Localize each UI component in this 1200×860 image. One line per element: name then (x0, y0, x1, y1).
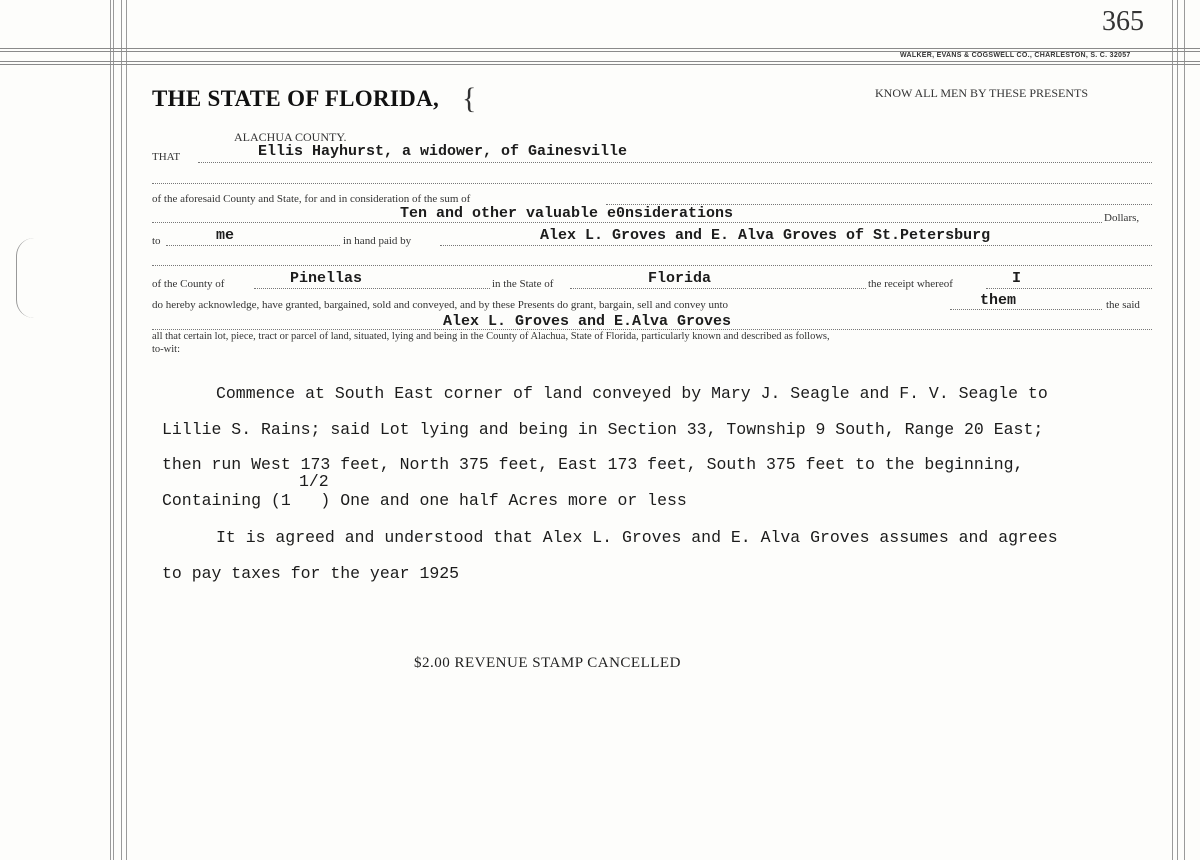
to-wit-text: to-wit: (152, 344, 180, 355)
description-line: Containing (1 ) One and one half Acres more or less (162, 491, 687, 510)
unto-value: them (980, 292, 1017, 309)
fill-line (986, 288, 1152, 289)
county-heading: ALACHUA COUNTY. (234, 130, 347, 144)
left-margin-line (121, 0, 122, 860)
the-said-label: the said (1106, 299, 1140, 311)
receipt-label: the receipt whereof (868, 278, 953, 290)
fill-line (198, 162, 1152, 163)
fill-line (152, 329, 1152, 330)
brace-mark: { (462, 82, 477, 115)
paid-by-label: in hand paid by (343, 235, 412, 247)
to-value: me (216, 227, 235, 244)
state-title: THE STATE OF FLORIDA, (152, 86, 440, 111)
right-margin-line (1172, 0, 1173, 860)
dollars-label: Dollars, (1104, 212, 1140, 224)
receipt-value: I (1012, 270, 1022, 287)
right-margin-line (1177, 0, 1178, 860)
fill-line (152, 183, 1152, 184)
printer-credit: WALKER, EVANS & COGSWELL CO., CHARLESTON, S. C. 32057 (900, 52, 1131, 59)
left-margin-line (126, 0, 127, 860)
grantor-name: Ellis Hayhurst, a widower, of Gainesville (258, 143, 628, 160)
fill-line (254, 288, 490, 289)
description-line: Lillie S. Rains; said Lot lying and being in Section 33, Township 9 South, Range 20 East; (162, 420, 1044, 439)
acknowledge-text: do hereby acknowledge, have granted, bargained, sold and conveyed, and by these Presents do grant, bargain, sell and convey unto (152, 299, 729, 311)
consideration-amount: Ten and other valuable e0nsiderations (400, 205, 734, 222)
grantee-full: Alex L. Groves and E. Alva Groves of St.Petersburg (540, 227, 991, 244)
to-label: to (152, 235, 161, 247)
page-number: 365 (1102, 6, 1144, 37)
fill-line (166, 245, 340, 246)
know-all-men: KNOW ALL MEN BY THESE PRESENTS (875, 86, 1089, 100)
state-label: in the State of (492, 278, 554, 290)
all-that-text: all that certain lot, piece, tract or parcel of land, situated, lying and being in the County of Alachua, State of Florida, particularly known and described as follows, (152, 331, 830, 342)
said-value: Alex L. Groves and E.Alva Groves (443, 313, 732, 330)
aforesaid-text: of the aforesaid County and State, for and in consideration of the sum of (152, 193, 471, 205)
revenue-stamp-note: $2.00 REVENUE STAMP CANCELLED (414, 655, 681, 671)
top-rule (0, 61, 1200, 62)
top-rule (0, 48, 1200, 49)
state-value: Florida (648, 270, 712, 287)
fill-line (152, 222, 1102, 223)
county-value: Pinellas (290, 270, 363, 287)
fill-line (950, 309, 1102, 310)
fill-line (440, 245, 1152, 246)
description-line: Commence at South East corner of land conveyed by Mary J. Seagle and F. V. Seagle to (216, 384, 1048, 403)
left-margin-line (110, 0, 111, 860)
punch-hole-mark (16, 238, 37, 318)
description-line: to pay taxes for the year 1925 (162, 564, 460, 583)
left-margin-line (113, 0, 114, 860)
description-line: It is agreed and understood that Alex L. Groves and E. Alva Groves assumes and agrees (216, 528, 1058, 547)
that-label: THAT (152, 151, 181, 163)
fill-line (570, 288, 866, 289)
top-rule (0, 64, 1200, 65)
fill-line (152, 265, 1152, 266)
fraction-note: 1/2 (299, 472, 329, 491)
right-margin-line (1184, 0, 1185, 860)
county-label: of the County of (152, 278, 225, 290)
description-line: then run West 173 feet, North 375 feet, East 173 feet, South 375 feet to the beginning, (162, 455, 1024, 474)
